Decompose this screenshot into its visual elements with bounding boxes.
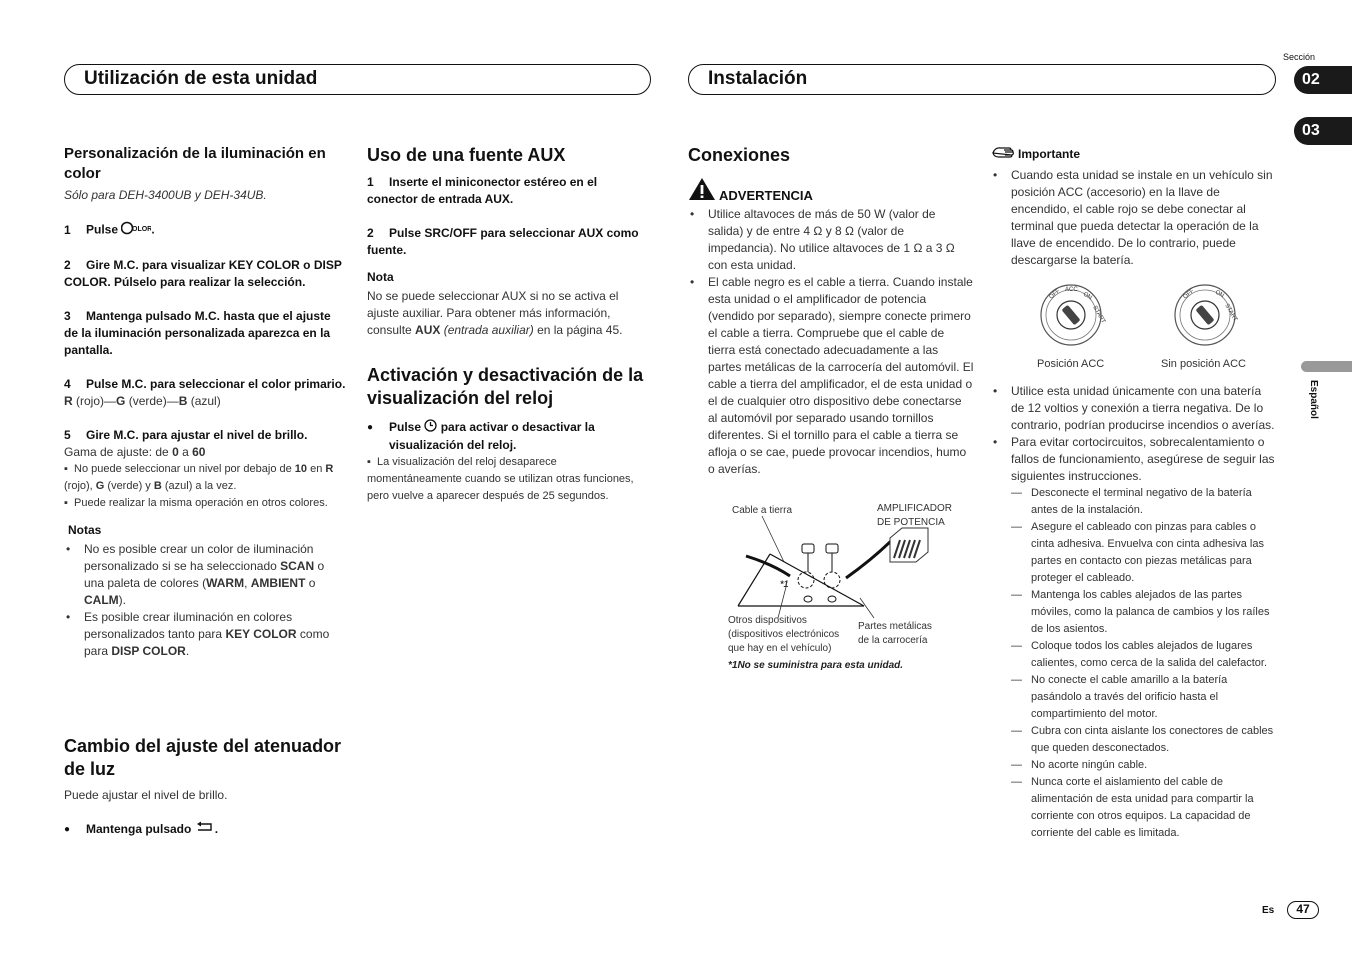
note-2: • Es posible crear iluminación en colores personalizados tanto para KEY COLOR como para DISP COLOR.: [64, 609, 346, 660]
clock-icon: [424, 419, 437, 437]
aux-heading: Uso de una fuente AUX: [367, 145, 566, 165]
label-ground-cable: Cable a tierra: [732, 505, 793, 516]
label-other-devices-3: que hay en el vehículo): [728, 643, 832, 654]
square-note-1: ▪ No puede seleccionar un nivel por debajo de 10 en R (rojo), G (verde) y B (azul) a la vez.: [64, 463, 334, 492]
grounding-diagram: [724, 498, 974, 678]
svg-text:OFF: OFF: [1048, 288, 1062, 301]
right-header-title: Instalación: [708, 68, 808, 89]
note-1: • No es posible crear un color de iluminación personalizado si se ha seleccionado SCAN o una paleta de colores (WARM, AMBIENT o CALM).: [64, 541, 346, 609]
label-amplifier-2: DE POTENCIA: [877, 517, 945, 528]
no-acc-position-label: Sin posición ACC: [1161, 358, 1246, 370]
clock-step: ● Pulse para activar o desactivar la visualización del reloj.: [367, 419, 651, 454]
dash-item-6: — Cubra con cinta aislante los conectores de cables que queden desconectados.: [1011, 723, 1277, 757]
acc-key-diagram: [1041, 285, 1106, 345]
page-number: 47: [1287, 901, 1319, 919]
svg-text:ACC: ACC: [1065, 287, 1078, 293]
step-3: 3 Mantenga pulsado M.C. hasta que el ajuste de la iluminación personalizada aparezca en la pantalla.: [64, 309, 331, 357]
step-4: 4 Pulse M.C. para seleccionar el color primario.: [64, 377, 346, 391]
section-tab-03[interactable]: 03: [1294, 117, 1352, 145]
aux-step-1: 1 Inserte el miniconector estéreo en el conector de entrada AUX.: [367, 175, 598, 206]
figure-footnote: *1No se suministra para esta unidad.: [728, 660, 904, 671]
warning-item-1: • Utilice altavoces de más de 50 W (valor de salida) y de entre 4 Ω y 8 Ω (valor de impedancia). No utilice altavoces de 1 Ω a 3 Ω con esta unidad.: [688, 206, 974, 274]
important-item-2: • Utilice esta unidad únicamente con una batería de 12 voltios y conexión a tierra negativa. De lo contrario, podrían producirse incendios o averías.: [991, 383, 1277, 434]
clock-heading: Activación y desactivación de la visualización del reloj: [367, 365, 644, 408]
section-label: Sección: [1283, 52, 1316, 62]
step-5: 5 Gire M.C. para ajustar el nivel de brillo.: [64, 428, 308, 442]
column-1: [64, 144, 346, 660]
label-other-devices-2: (dispositivos electrónicos: [728, 629, 840, 640]
dash-item-4: — Coloque todos los cables alejados de lugares calientes, como cerca de la salida del calefactor.: [1011, 638, 1277, 672]
step-2: 2 Gire M.C. para visualizar KEY COLOR o DISP COLOR. Púlselo para realizar la selección.: [64, 258, 342, 289]
aux-note-title: Nota: [367, 270, 394, 284]
notes-title: Notas: [68, 523, 102, 537]
label-amplifier-1: AMPLIFICADOR: [877, 503, 953, 514]
label-star-1: *1: [780, 579, 789, 589]
dash-item-5: — No conecte el cable amarillo a la batería pasándolo a través del orificio hasta el compartimiento del motor.: [1011, 672, 1277, 723]
column-4: [991, 145, 1277, 842]
label-other-devices-1: Otros dispositivos: [728, 615, 807, 626]
column-2: [367, 144, 651, 505]
important-item-3: • Para evitar cortocircuitos, sobrecalentamiento o fallos de funcionamiento, asegúrese de seguir las siguientes instrucciones.: [991, 434, 1277, 485]
acc-position-label: Posición ACC: [1037, 358, 1105, 370]
svg-text:ON: ON: [1214, 289, 1225, 300]
connections-heading: Conexiones: [688, 145, 791, 165]
brightness-range: Gama de ajuste: de 0 a 60: [64, 445, 206, 459]
important-title: Importante: [991, 145, 1277, 164]
footer-language-code: Es: [1262, 905, 1275, 916]
color-heading: Personalización de la iluminación en color: [64, 145, 326, 182]
dimmer-section: [64, 735, 346, 838]
language-label: Español: [1308, 380, 1319, 419]
color-button-icon: [121, 221, 151, 240]
important-hand-icon: [991, 145, 1015, 164]
primary-colors: R (rojo)—G (verde)—B (azul): [64, 394, 221, 408]
warning-icon: [688, 177, 716, 206]
dimmer-step: ● Mantenga pulsado .: [64, 821, 346, 838]
svg-text:OLOR: OLOR: [132, 226, 152, 233]
aux-note-text: No se puede seleccionar AUX si no se activa el ajuste auxiliar. Para obtener más información, consulte AUX (entrada auxiliar) en la página 45.: [367, 289, 623, 337]
svg-text:START: START: [1091, 305, 1107, 325]
svg-text:ON: ON: [1082, 291, 1093, 302]
left-header-title: Utilización de esta unidad: [84, 68, 318, 89]
ignition-figures: [991, 269, 1277, 377]
dash-item-7: — No acorte ningún cable.: [1011, 757, 1277, 774]
dash-list: [991, 485, 1277, 842]
dash-item-3: — Mantenga los cables alejados de las partes móviles, como la palanca de cambios y los raíles de los asientos.: [1011, 587, 1277, 638]
svg-text:START: START: [1223, 303, 1239, 323]
dash-item-8: — Nunca corte el aislamiento del cable de alimentación de esta unidad para compartir la corriente con otros equipos. La capacidad de corriente del cable es limitada.: [1011, 774, 1277, 842]
important-item-1: • Cuando esta unidad se instale en un vehículo sin posición ACC (accesorio) en la llave de encendido, el cable rojo se debe conectar al terminal que pueda detectar la operación de la llave de encendido. De lo contrario, puede descargarse la batería.: [991, 167, 1277, 269]
step-1: 1 Pulse OLOR .: [64, 221, 346, 240]
dimmer-text: Puede ajustar el nivel de brillo.: [64, 788, 228, 802]
return-arrow-icon: [195, 821, 215, 838]
svg-text:OFF: OFF: [1182, 288, 1196, 301]
language-tab: [1301, 361, 1352, 372]
warning-title: ADVERTENCIA: [688, 177, 974, 206]
square-note-2: ▪ Puede realizar la misma operación en otros colores.: [64, 497, 328, 509]
warning-item-2: • El cable negro es el cable a tierra. Cuando instale esta unidad o el amplificador de potencia (vendido por separado), siempre conecte primero el cable a tierra. Compruebe que el cable de tierra está conectado adecuadamente a las partes metálicas de la carrocería del automóvil. El cable a tierra del amplificador, el de esta unidad o el de cualquier otro dispositivo debe conectarse al automóvil por separado usando tornillos diferentes. Si el tornillo para el cable a tierra se afloja o se cae, puede provocar incendios, humo o averías.: [688, 274, 974, 478]
clock-square-note: ▪ La visualización del reloj desaparece momentáneamente cuando se utilizan otras funciones, pero vuelve a aparecer después de 25 segundos.: [367, 456, 634, 502]
label-metal-parts-2: de la carrocería: [858, 635, 928, 646]
label-metal-parts-1: Partes metálicas: [858, 621, 932, 632]
dimmer-heading: Cambio del ajuste del atenuador de luz: [64, 736, 342, 779]
dash-item-2: — Asegure el cableado con pinzas para cables o cinta adhesiva. Envuelva con cinta adhesiva las partes en contacto con piezas metálicas para proteger el cableado.: [1011, 519, 1277, 587]
aux-step-2: 2 Pulse SRC/OFF para seleccionar AUX como fuente.: [367, 226, 639, 257]
model-note: Sólo para DEH-3400UB y DEH-34UB.: [64, 188, 267, 202]
dash-item-1: — Desconecte el terminal negativo de la batería antes de la instalación.: [1011, 485, 1277, 519]
section-tab-02[interactable]: 02: [1294, 66, 1352, 94]
no-acc-key-diagram: [1175, 285, 1238, 345]
column-3: [688, 144, 974, 478]
